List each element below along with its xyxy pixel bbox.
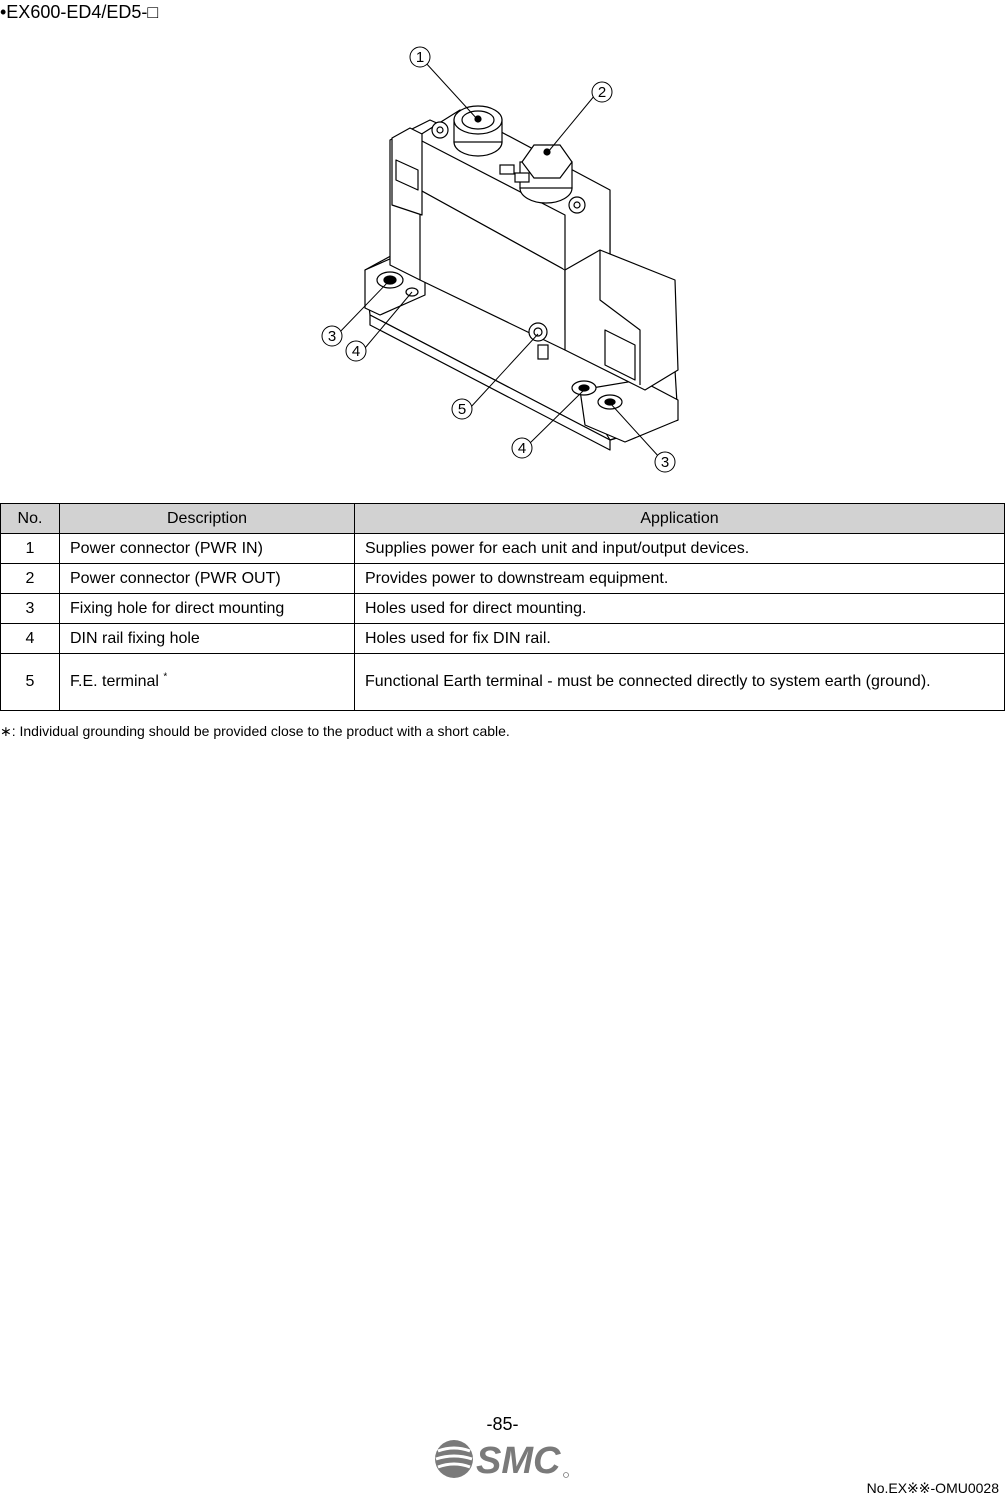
callout-label: 4 (517, 440, 527, 457)
row-description: DIN rail fixing hole (60, 624, 355, 654)
table-row (1, 624, 1005, 654)
callout-label: 3 (660, 454, 670, 471)
table-row (1, 594, 1005, 624)
callout-label: 5 (457, 401, 467, 418)
document-number: No.EX※※-OMU0028 (866, 1480, 999, 1496)
row-application: Holes used for direct mounting. (355, 594, 1005, 624)
row-number: 4 (1, 624, 60, 654)
callout-label: 2 (597, 84, 607, 101)
row-description (60, 654, 355, 711)
row-description-text: F.E. terminal (70, 673, 159, 690)
column-header-application: Application (355, 504, 1005, 534)
callout-label: 1 (415, 49, 425, 66)
smc-logo (434, 1437, 574, 1481)
footnote-mark: * (163, 671, 168, 683)
row-number: 2 (1, 564, 60, 594)
column-header-no: No. (1, 504, 60, 534)
smc-logo-mark (434, 1437, 574, 1481)
row-number: 3 (1, 594, 60, 624)
table-header-row (1, 504, 1005, 534)
row-number: 1 (1, 534, 60, 564)
logo-wordmark: SMC (476, 1440, 561, 1481)
column-header-description: Description (60, 504, 355, 534)
parts-table (0, 503, 1005, 711)
row-description: Fixing hole for direct mounting (60, 594, 355, 624)
callout-label: 4 (351, 343, 361, 360)
row-application: Holes used for fix DIN rail. (355, 624, 1005, 654)
product-drawing (310, 40, 700, 480)
table-row (1, 654, 1005, 711)
footnote: ∗: Individual grounding should be provided close to the product with a short cable. (0, 723, 510, 739)
table-row (1, 564, 1005, 594)
row-application: Functional Earth terminal - must be connected directly to system earth (ground). (355, 654, 1005, 711)
unit-line-drawing (310, 40, 700, 480)
table-row (1, 534, 1005, 564)
callout-label: 3 (327, 328, 337, 345)
row-description: Power connector (PWR OUT) (60, 564, 355, 594)
row-description: Power connector (PWR IN) (60, 534, 355, 564)
row-application: Provides power to downstream equipment. (355, 564, 1005, 594)
row-application: Supplies power for each unit and input/output devices. (355, 534, 1005, 564)
row-number: 5 (1, 654, 60, 711)
page-number: -85- (486, 1414, 519, 1434)
section-heading: •EX600-ED4/ED5-□ (0, 2, 159, 22)
